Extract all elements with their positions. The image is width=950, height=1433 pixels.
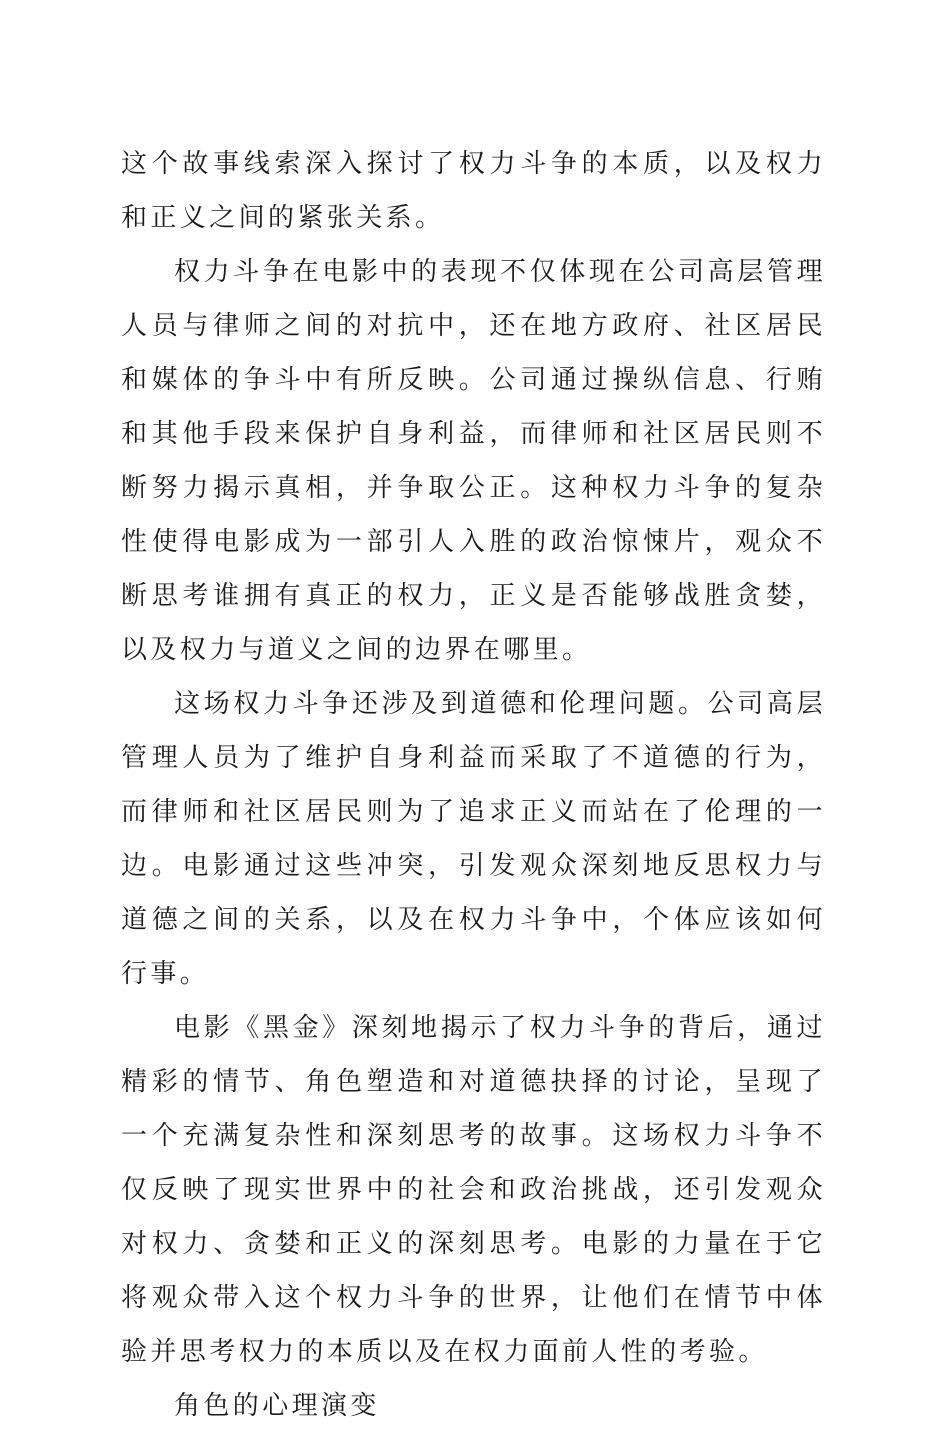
paragraph-3: 这场权力斗争还涉及到道德和伦理问题。公司高层管理人员为了维护自身利益而采取了不道德的行为，而律师和社区居民则为了追求正义而站在了伦理的一边。电影通过这些冲突，引发观众深刻地反思权力与道德之间的关系，以及在权力斗争中，个体应该如何行事。 xyxy=(121,689,826,989)
paragraph-1: 这个故事线索深入探讨了权力斗争的本质，以及权力和正义之间的紧张关系。 xyxy=(121,149,826,233)
paragraph-4: 电影《黑金》深刻地揭示了权力斗争的背后，通过精彩的情节、角色塑造和对道德抉择的讨论，呈现了一个充满复杂性和深刻思考的故事。这场权力斗争不仅反映了现实世界中的社会和政治挑战，还引发观众对权力、贪婪和正义的深刻思考。电影的力量在于它将观众带入这个权力斗争的世界，让他们在情节中体验并思考权力的本质以及在权力面前人性的考验。 xyxy=(121,1013,826,1367)
paragraph-2: 权力斗争在电影中的表现不仅体现在公司高层管理人员与律师之间的对抗中，还在地方政府、社区居民和媒体的争斗中有所反映。公司通过操纵信息、行贿和其他手段来保护自身利益，而律师和社区居民则不断努力揭示真相，并争取公正。这种权力斗争的复杂性使得电影成为一部引人入胜的政治惊悚片，观众不断思考谁拥有真正的权力，正义是否能够战胜贪婪，以及权力与道义之间的边界在哪里。 xyxy=(121,257,826,665)
section-heading: 角色的心理演变 xyxy=(174,1391,380,1421)
document-body xyxy=(121,137,826,1433)
